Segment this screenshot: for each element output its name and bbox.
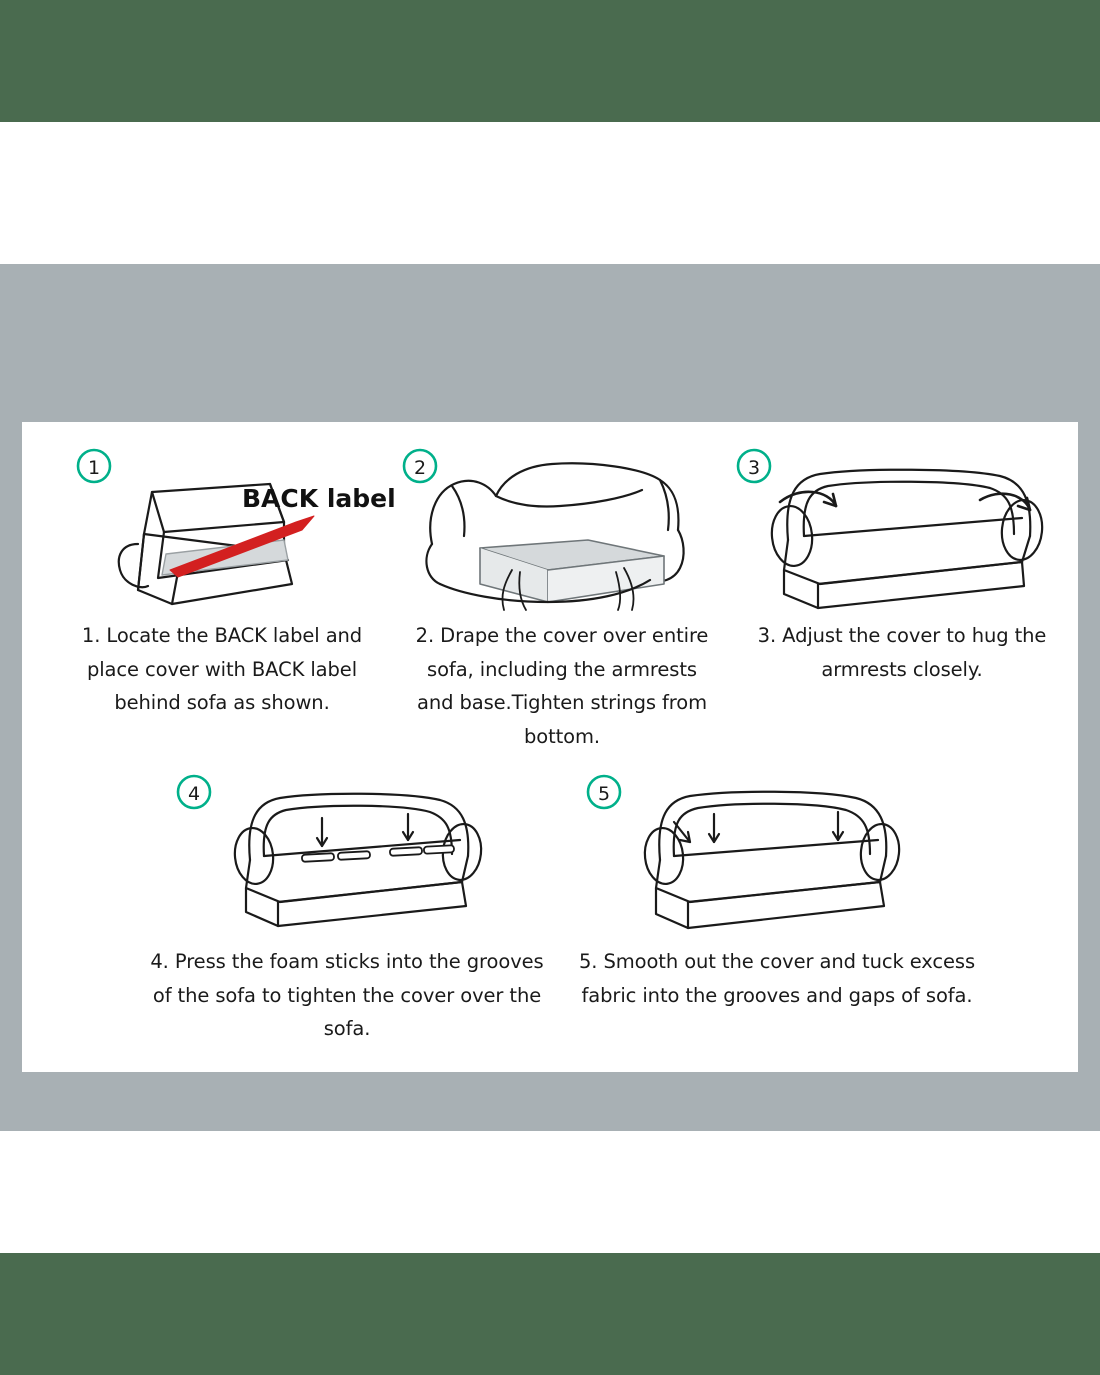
bottom-white-gap bbox=[0, 1131, 1100, 1253]
step-4-caption: 4. Press the foam sticks into the grooves of the sofa to tighten the cover over the sofa. bbox=[150, 950, 544, 1041]
svg-text:1: 1 bbox=[87, 457, 101, 479]
step-1-caption: 1. Locate the BACK label and place cover with BACK label behind sofa as shown. bbox=[81, 624, 363, 715]
step-5-caption: 5. Smooth out the cover and tuck excess fabric into the grooves and gaps of sofa. bbox=[578, 950, 976, 1007]
step-4 bbox=[132, 770, 562, 1046]
step-1 bbox=[52, 444, 396, 753]
steps-row-top bbox=[52, 444, 1052, 753]
top-white-gap bbox=[0, 122, 1100, 264]
back-label-text: BACK label bbox=[242, 484, 396, 513]
step-2-illustration bbox=[392, 444, 732, 619]
step-5-illustration bbox=[562, 770, 992, 945]
top-color-band bbox=[0, 0, 1100, 122]
svg-text:5: 5 bbox=[597, 783, 611, 805]
instruction-card bbox=[22, 422, 1078, 1072]
step-3-caption: 3. Adjust the cover to hug the armrests closely. bbox=[757, 624, 1047, 681]
step-5 bbox=[562, 770, 992, 1046]
step-2-caption: 2. Drape the cover over entire sofa, including the armrests and base.Tighten strings from bottom. bbox=[415, 624, 709, 748]
step-2 bbox=[392, 444, 732, 753]
step-1-illustration bbox=[52, 444, 396, 619]
bottom-color-band bbox=[0, 1253, 1100, 1375]
svg-text:4: 4 bbox=[187, 783, 201, 805]
svg-text:2: 2 bbox=[413, 457, 427, 479]
step-3 bbox=[732, 444, 1072, 753]
step-4-illustration bbox=[132, 770, 562, 945]
svg-text:3: 3 bbox=[747, 457, 761, 479]
step-3-illustration bbox=[732, 444, 1072, 619]
steps-row-bottom bbox=[132, 770, 982, 1046]
